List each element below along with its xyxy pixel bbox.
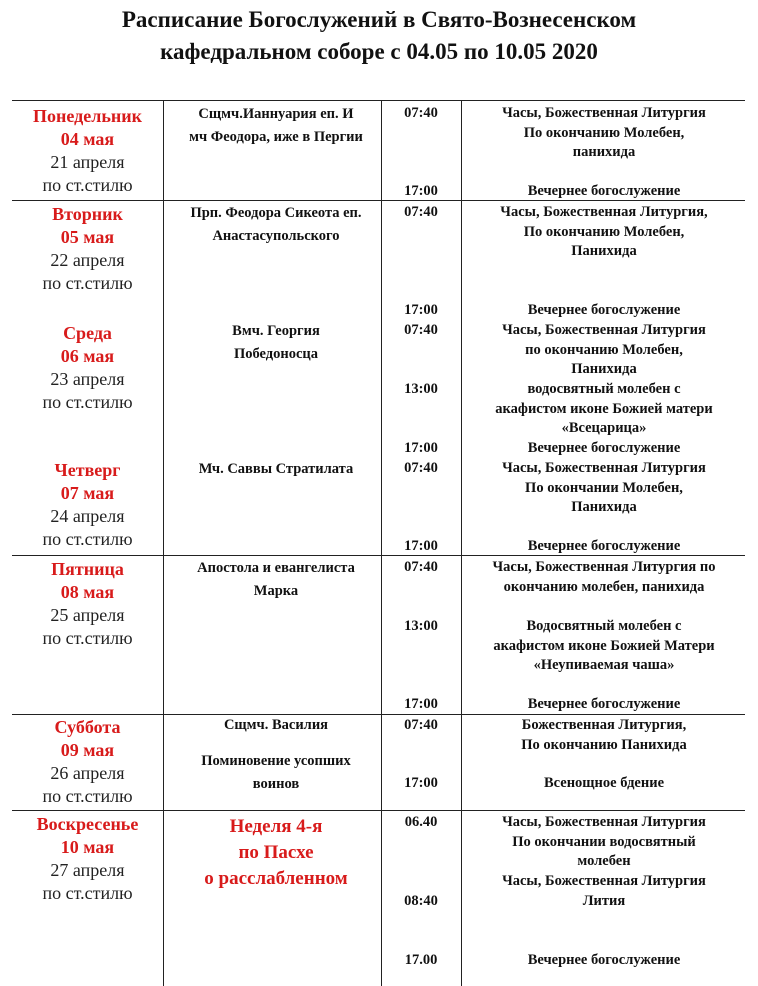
service-description xyxy=(462,774,746,794)
service-line: Часы, Божественная Литургия xyxy=(502,460,706,476)
service-line: Лития xyxy=(582,892,626,909)
feast-line: по Пасхе xyxy=(238,842,314,863)
page-title: Расписание Богослужений в Свято-Вознесенском xyxy=(121,7,637,32)
service-time: 17:00 xyxy=(404,538,438,554)
service-line: Вечернее богослужение xyxy=(527,183,681,199)
service-line: По окончанию Молебен, xyxy=(523,124,685,141)
saint-line: мч Феодора, иже в Пергии xyxy=(189,129,363,145)
saint-line: Поминовение усопших xyxy=(201,753,351,769)
weekday-name: Среда xyxy=(63,323,112,343)
old-style-date: 27 апреля xyxy=(50,860,125,880)
old-style-date: 26 апреля xyxy=(50,763,125,783)
service-description xyxy=(462,716,746,755)
service-line: По окончании водосвятный xyxy=(512,833,696,850)
saint-line: Анастасупольского xyxy=(212,228,340,244)
service-time: 07:40 xyxy=(404,717,438,733)
service-line: Часы, Божественная Литургия xyxy=(502,322,706,338)
service-time: 13:00 xyxy=(404,381,438,397)
old-style-date: 22 апреля xyxy=(50,250,125,270)
service-line: акафистом иконе Божией матери xyxy=(495,400,713,417)
service-line: акафистом иконе Божией Матери xyxy=(493,637,715,654)
civil-date: 07 мая xyxy=(60,483,115,503)
civil-date: 09 мая xyxy=(60,740,115,760)
service-line: По окончанию Панихида xyxy=(521,736,687,753)
service-description xyxy=(462,321,746,380)
commemoration-note xyxy=(171,750,381,796)
column-divider xyxy=(381,100,382,986)
service-line: Часы, Божественная Литургия xyxy=(502,814,706,830)
service-description xyxy=(462,203,746,262)
service-time: 08:40 xyxy=(404,893,438,909)
saint-line: воинов xyxy=(252,776,300,792)
service-line: Вечернее богослужение xyxy=(527,440,681,456)
service-line: «Всецарица» xyxy=(561,420,647,436)
service-description xyxy=(462,301,746,321)
service-line: по окончанию Молебен, xyxy=(525,341,683,358)
service-line: Божественная Литургия, xyxy=(521,717,687,733)
service-time: 17:00 xyxy=(404,696,438,712)
column-divider xyxy=(163,100,164,986)
saint-cell-friday xyxy=(171,557,381,603)
old-style-date: 23 апреля xyxy=(50,369,125,389)
saint-line: Прп. Феодора Сикеота еп. xyxy=(190,205,362,221)
service-description xyxy=(462,617,746,676)
service-line: водосвятный молебен с xyxy=(527,381,681,397)
feast-line: о расслабленном xyxy=(204,868,348,889)
old-style-date: 21 апреля xyxy=(50,152,125,172)
saint-cell-wednesday xyxy=(171,320,381,366)
saint-line: Сщмч. Василия xyxy=(223,717,329,733)
old-style-note: по ст.стилю xyxy=(42,529,133,549)
service-time: 17:00 xyxy=(404,775,438,791)
service-description xyxy=(462,558,746,597)
service-time: 17:00 xyxy=(404,440,438,456)
service-time: 13:00 xyxy=(404,618,438,634)
service-time: 07:40 xyxy=(404,460,438,476)
service-description xyxy=(462,695,746,715)
weekday-name: Вторник xyxy=(52,204,123,224)
service-line: Вечернее богослужение xyxy=(527,952,681,968)
service-description xyxy=(462,182,746,202)
service-line: Всенощное бдение xyxy=(543,775,665,791)
service-time: 17:00 xyxy=(404,302,438,318)
day-cell-monday xyxy=(12,105,163,197)
saint-line: Вмч. Георгия xyxy=(232,323,320,339)
saint-cell-monday xyxy=(171,103,381,149)
day-cell-sunday xyxy=(12,813,163,905)
service-time: 07:40 xyxy=(404,322,438,338)
page-subtitle: кафедральном соборе с 04.05 по 10.05 2020 xyxy=(160,39,598,64)
service-time: 07:40 xyxy=(404,204,438,220)
service-line: окончанию молебен, панихида xyxy=(503,578,705,595)
civil-date: 04 мая xyxy=(60,129,115,149)
old-style-note: по ст.стилю xyxy=(42,628,133,648)
service-line: По окончанию Молебен, xyxy=(523,223,685,240)
feast-line: Неделя 4-я xyxy=(229,816,323,837)
weekday-name: Четверг xyxy=(54,460,121,480)
civil-date: 06 мая xyxy=(60,346,115,366)
service-description xyxy=(462,439,746,459)
old-style-note: по ст.стилю xyxy=(42,273,133,293)
service-time: 07:40 xyxy=(404,105,438,121)
service-time: 17:00 xyxy=(404,183,438,199)
service-description xyxy=(462,872,746,911)
day-cell-thursday xyxy=(12,459,163,551)
service-time: 07:40 xyxy=(404,559,438,575)
service-line: Панихида xyxy=(571,499,637,515)
service-description xyxy=(462,813,746,872)
saint-cell-tuesday xyxy=(171,202,381,248)
service-time: 06.40 xyxy=(404,814,438,830)
service-description xyxy=(462,951,746,971)
saint-line: Мч. Саввы Стратилата xyxy=(198,461,354,477)
old-style-note: по ст.стилю xyxy=(42,883,133,903)
service-line: Панихида xyxy=(571,361,637,377)
service-description xyxy=(462,537,746,557)
civil-date: 05 мая xyxy=(60,227,115,247)
saint-cell-saturday xyxy=(171,714,381,737)
day-cell-saturday xyxy=(12,716,163,808)
service-line: «Неупиваемая чаша» xyxy=(533,657,675,673)
service-line: Часы, Божественная Литургия по xyxy=(492,559,716,575)
saint-line: Победоносца xyxy=(233,346,319,362)
day-cell-wednesday xyxy=(12,322,163,414)
service-line: Панихида xyxy=(571,243,637,259)
weekday-name: Пятница xyxy=(51,559,124,579)
service-line: молебен xyxy=(577,853,631,869)
saint-line: Апостола и евангелиста xyxy=(197,560,355,576)
row-divider xyxy=(12,810,745,811)
service-description xyxy=(462,104,746,163)
saint-cell-thursday xyxy=(171,458,381,481)
old-style-note: по ст.стилю xyxy=(42,392,133,412)
service-description xyxy=(462,380,746,439)
service-line: панихида xyxy=(572,144,636,160)
service-time: 17.00 xyxy=(404,952,438,968)
civil-date: 10 мая xyxy=(60,837,115,857)
feast-name-sunday xyxy=(171,814,381,892)
service-line: Вечернее богослужение xyxy=(527,696,681,712)
table-top-border xyxy=(12,100,745,101)
old-style-note: по ст.стилю xyxy=(42,786,133,806)
weekday-name: Воскресенье xyxy=(36,814,139,834)
civil-date: 08 мая xyxy=(60,582,115,602)
service-line: Вечернее богослужение xyxy=(527,302,681,318)
service-description xyxy=(462,459,746,518)
saint-line: Сщмч.Ианнуария еп. И xyxy=(198,106,354,122)
service-line: Часы, Божественная Литургия xyxy=(502,873,706,889)
day-cell-friday xyxy=(12,558,163,650)
service-line: Водосвятный молебен с xyxy=(526,618,682,634)
weekday-name: Понедельник xyxy=(33,106,142,126)
weekday-name: Суббота xyxy=(54,717,121,737)
old-style-note: по ст.стилю xyxy=(42,175,133,195)
service-line: Вечернее богослужение xyxy=(527,538,681,554)
saint-line: Марка xyxy=(253,583,299,599)
service-line: Часы, Божественная Литургия xyxy=(502,105,706,121)
old-style-date: 25 апреля xyxy=(50,605,125,625)
service-line: По окончании Молебен, xyxy=(525,479,683,496)
old-style-date: 24 апреля xyxy=(50,506,125,526)
service-line: Часы, Божественная Литургия, xyxy=(500,204,708,220)
day-cell-tuesday xyxy=(12,203,163,295)
